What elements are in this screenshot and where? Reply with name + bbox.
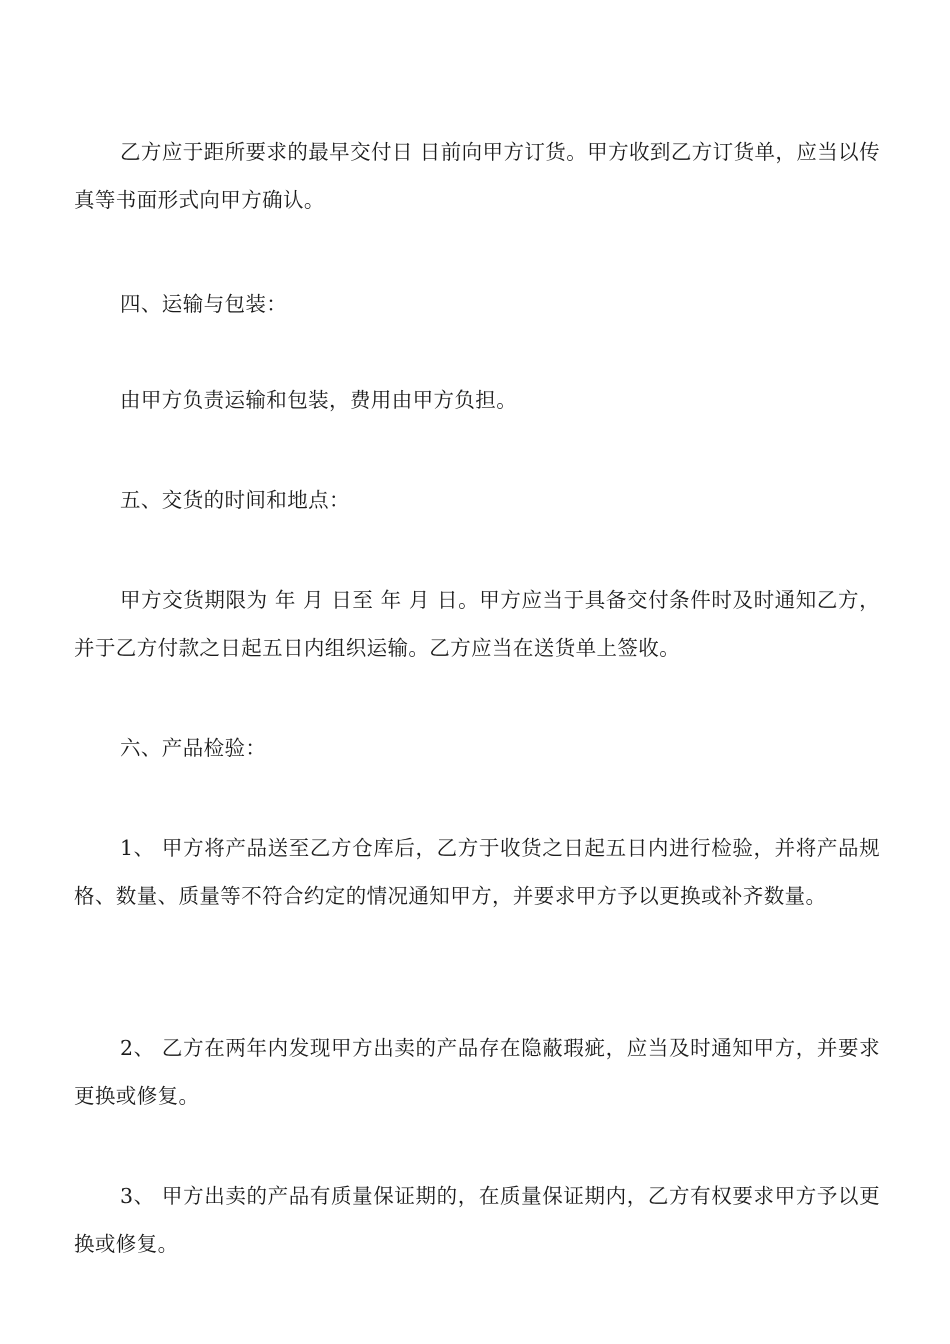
section-heading-transport-packaging: 四、运输与包装：	[120, 292, 288, 316]
section-heading-product-inspection: 六、产品检验：	[120, 736, 267, 760]
paragraph-transport-cost: 由甲方负责运输和包装，费用由甲方负担。	[120, 388, 518, 412]
list-item-inspection-2: 2、 乙方在两年内发现甲方出卖的产品存在隐蔽瑕疵，应当及时通知甲方，并要求更换或修复。	[74, 1036, 880, 1108]
paragraph-order-timing: 乙方应于距所要求的最早交付日 日前向甲方订货。甲方收到乙方订货单，应当以传真等书面形式向甲方确认。	[74, 140, 880, 212]
paragraph-delivery-period: 甲方交货期限为 年 月 日至 年 月 日。甲方应当于具备交付条件时及时通知乙方，并于乙方付款之日起五日内组织运输。乙方应当在送货单上签收。	[74, 588, 880, 660]
list-item-inspection-3: 3、 甲方出卖的产品有质量保证期的，在质量保证期内，乙方有权要求甲方予以更换或修复。	[74, 1184, 880, 1256]
list-item-inspection-1: 1、 甲方将产品送至乙方仓库后，乙方于收货之日起五日内进行检验，并将产品规格、数量、质量等不符合约定的情况通知甲方，并要求甲方予以更换或补齐数量。	[74, 836, 880, 908]
section-heading-delivery-time-place: 五、交货的时间和地点：	[120, 488, 350, 512]
